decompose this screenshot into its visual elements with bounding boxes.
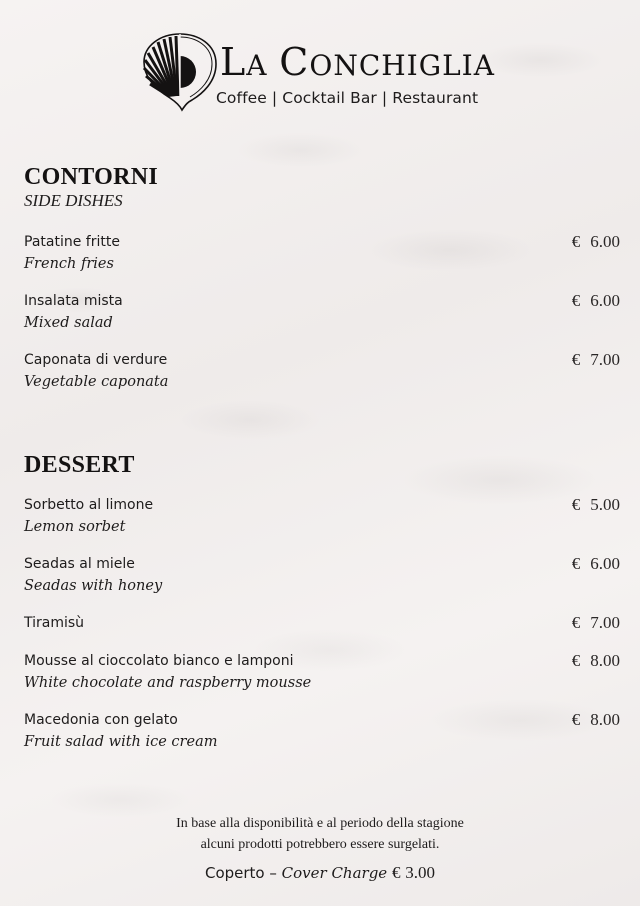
euro-icon: € [571,350,581,369]
availability-note-line-1: In base alla disponibilità e al periodo della stagione [176,816,464,831]
item-translation: White chocolate and raspberry mousse [24,675,312,691]
section-title: CONTORNI [24,164,158,190]
item-price: € 8.00 [571,651,620,670]
item-price: € 7.00 [571,350,620,369]
restaurant-logo [140,28,510,114]
euro-icon: € [571,710,581,729]
section-dessert [24,451,620,479]
euro-icon: € [391,863,401,882]
menu-item [24,349,620,393]
item-price: € 8.00 [571,710,620,729]
item-name: Sorbetto al limone [24,497,154,513]
item-price: € 6.00 [571,232,620,251]
item-name: Insalata mista [24,293,123,309]
section-subtitle: SIDE DISHES [24,191,123,210]
brand-tagline: Coffee | Cocktail Bar | Restaurant [216,89,479,107]
item-name: Macedonia con gelato [24,712,178,728]
menu-item [24,231,620,275]
menu-item [24,290,620,334]
section-contorni [24,163,620,211]
euro-icon: € [571,613,581,632]
menu-item [24,650,620,694]
item-translation: Lemon sorbet [24,519,126,535]
availability-note-line-2: alcuni prodotti potrebbero essere surgelati. [200,837,440,852]
menu-item [24,494,620,538]
menu-item [24,612,620,634]
item-name: Mousse al cioccolato bianco e lamponi [24,653,294,669]
item-translation: Mixed salad [24,315,113,331]
item-price: € 7.00 [571,613,620,632]
item-name: Tiramisù [24,615,85,631]
euro-icon: € [571,232,581,251]
item-price: € 5.00 [571,495,620,514]
euro-icon: € [571,291,581,310]
menu-item [24,709,620,753]
item-name: Patatine fritte [24,234,120,250]
scallop-shell-icon [140,30,220,112]
cover-charge: Coperto – Cover Charge € 3.00 [204,863,435,882]
item-translation: French fries [24,256,114,272]
item-name: Caponata di verdure [24,352,168,368]
item-price: € 6.00 [571,291,620,310]
menu-footer [0,813,640,883]
item-name: Seadas al miele [24,556,135,572]
section-title: DESSERT [24,452,135,478]
item-price: € 6.00 [571,554,620,573]
item-translation: Vegetable caponata [24,374,169,390]
item-translation: Seadas with honey [24,578,163,594]
brand-name: LA CONCHIGLIA [220,40,495,84]
euro-icon: € [571,554,581,573]
menu-item [24,553,620,597]
euro-icon: € [571,651,581,670]
item-translation: Fruit salad with ice cream [24,734,218,750]
euro-icon: € [571,495,581,514]
